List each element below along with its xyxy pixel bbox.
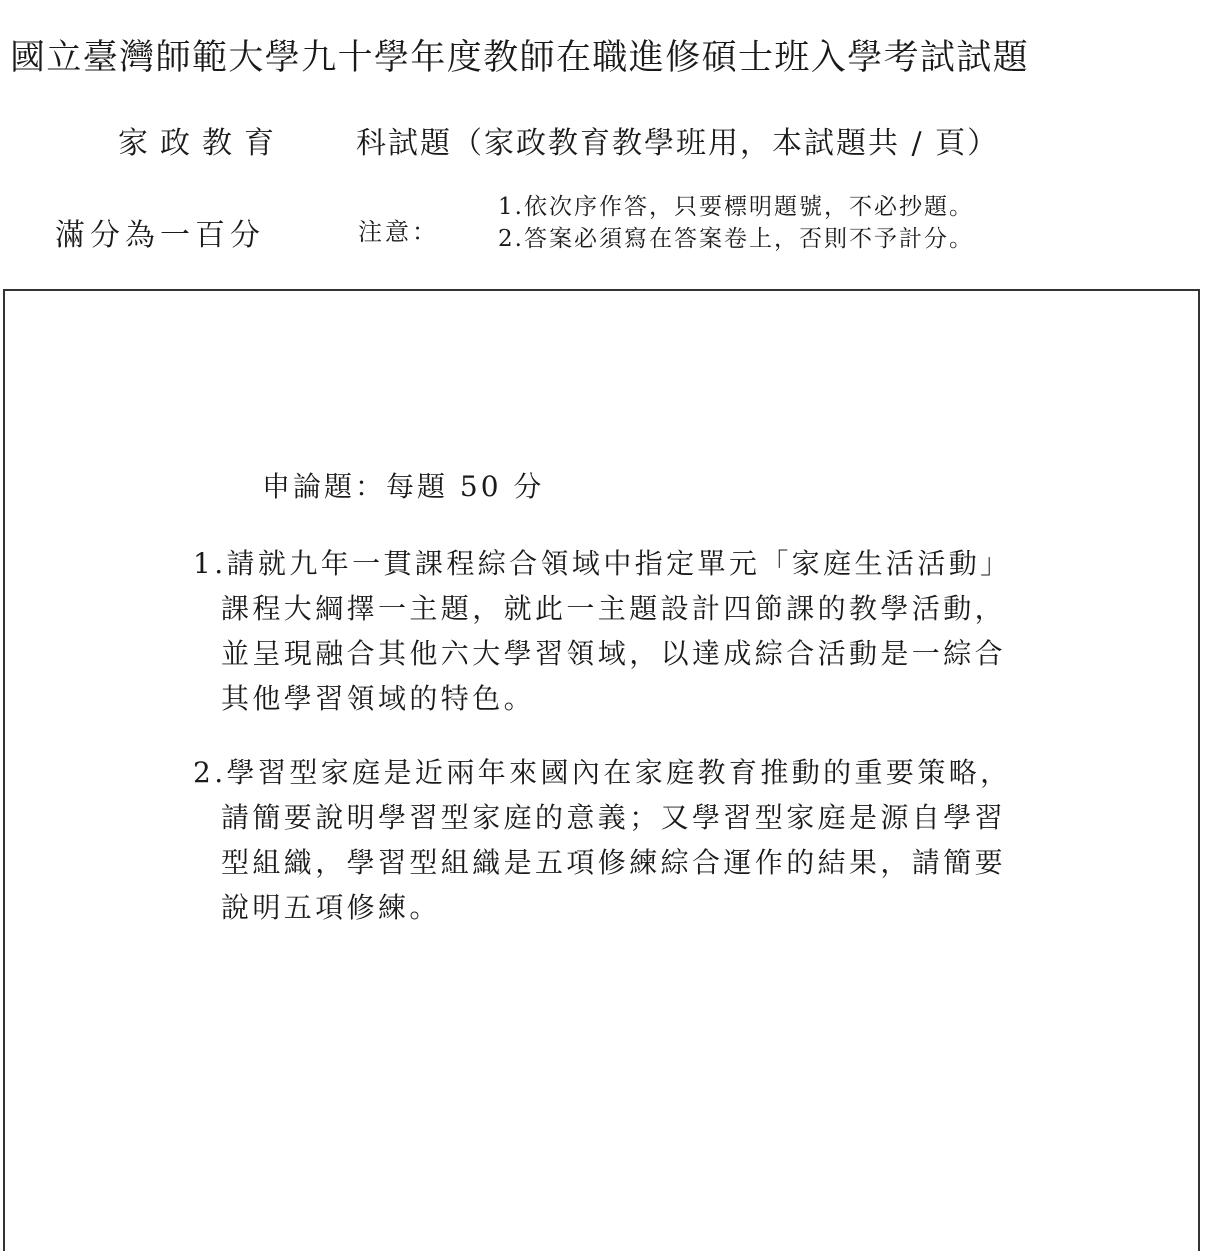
question-line: 請簡要說明學習型家庭的意義；又學習型家庭是源自學習 [221, 801, 1007, 834]
section-heading: 申論題：每題 50 分 [262, 470, 545, 503]
subject-name: 家政教育 [118, 126, 286, 161]
notice-list [498, 191, 974, 255]
question-2 [193, 750, 1012, 930]
question-line: 說明五項修練。 [221, 891, 441, 924]
notice-item-1: 1.依次序作答，只要標明題號，不必抄題。 [498, 194, 974, 220]
question-line: 課程大綱擇一主題，就此一主題設計四節課的教學活動， [221, 592, 1007, 625]
question-line: 型組織，學習型組織是五項修練綜合運作的結果，請簡要 [221, 846, 1007, 879]
question-line: 2.學習型家庭是近兩年來國內在家庭教育推動的重要策略， [193, 756, 1012, 789]
question-line: 1.請就九年一貫課程綜合領域中指定單元「家庭生活活動」 [193, 547, 1012, 580]
notice-item-2: 2.答案必須寫在答案卷上，否則不予計分。 [498, 226, 974, 252]
question-line: 並呈現融合其他六大學習領域，以達成綜合活動是一綜合 [221, 637, 1007, 670]
subject-suffix: 科試題（家政教育教學班用，本試題共 / 頁） [356, 126, 1000, 161]
exam-title: 國立臺灣師範大學九十學年度教師在職進修碩士班入學考試試題 [10, 38, 1030, 78]
notice-label: 注意： [358, 218, 439, 246]
question-line: 其他學習領域的特色。 [221, 682, 536, 715]
full-score-label: 滿分為一百分 [55, 218, 265, 253]
question-1 [193, 541, 1012, 721]
